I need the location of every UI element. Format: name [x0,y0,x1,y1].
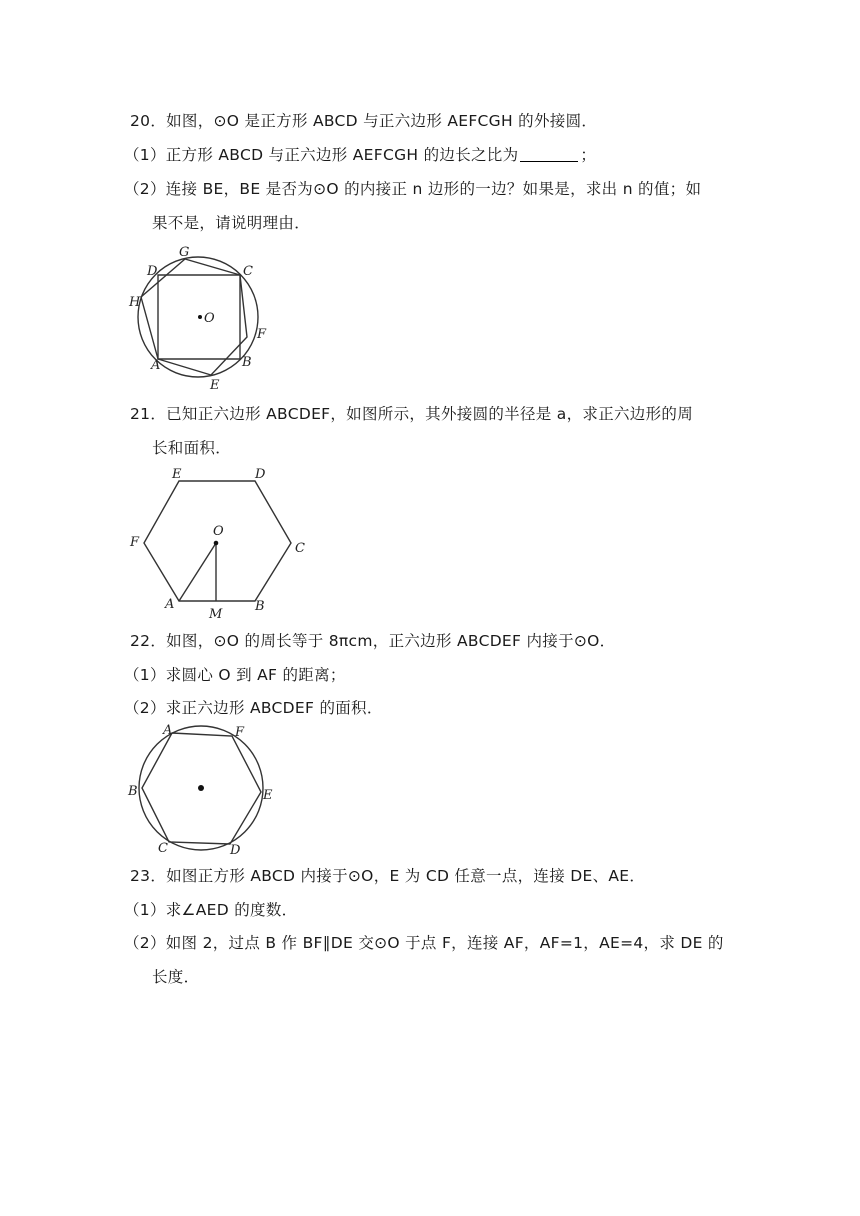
label-d: D [147,264,158,279]
q21-figure [125,462,315,620]
q20-part2-line2: 果不是，请说明理由． [152,214,311,232]
q21-line1: 21．已知正六边形 ABCDEF，如图所示，其外接圆的半径是 a，求正六边形的周 [130,405,694,423]
label-a: A [163,723,173,738]
q20-stem: 20．如图，⊙O 是正方形 ABCD 与正六边形 AEFCGH 的外接圆． [130,112,598,130]
label-b: B [255,599,265,614]
label-b: B [128,784,138,799]
segment-oa [179,543,216,601]
q20-part1 [124,144,596,166]
q22-part2: （2）求正六边形 ABCDEF 的面积． [124,699,383,717]
label-f: F [235,725,245,740]
label-e: E [263,788,273,803]
q23-part2-line1: （2）如图 2，过点 B 作 BF∥DE 交⊙O 于点 F，连接 AF，AF=1，AE=4，求 DE 的 [124,934,724,952]
hexagon-abcdef [144,481,291,601]
label-g: G [179,245,190,260]
q23-part2-line2: 长度． [152,968,200,986]
q20-part1-text: （1）正方形 ABCD 与正六边形 AEFCGH 的边长之比为 [124,146,519,164]
label-f: F [130,535,140,550]
q23-part1: （1）求∠AED 的度数． [124,901,298,919]
label-c: C [158,841,168,856]
q22-part1: （1）求圆心 O 到 AF 的距离； [124,666,346,684]
label-d: D [230,843,241,858]
q22-stem: 22．如图，⊙O 的周长等于 8πcm，正六边形 ABCDEF 内接于⊙O． [130,632,616,650]
label-m: M [209,607,223,622]
label-d: D [255,467,266,482]
label-a: A [165,597,175,612]
label-o: O [213,524,224,539]
q21-line2: 长和面积． [152,439,232,457]
label-a: A [151,358,161,373]
label-h: H [129,295,141,310]
center-point [214,541,219,546]
label-e: E [210,378,220,393]
label-b: B [242,355,252,370]
q20-figure [125,242,275,392]
label-f: F [257,327,267,342]
q23-stem: 23．如图正方形 ABCD 内接于⊙O，E 为 CD 任意一点，连接 DE、AE． [130,867,646,885]
label-c: C [295,541,305,556]
label-o: O [204,311,215,326]
center-point [198,315,202,319]
label-e: E [172,467,182,482]
center-point [198,785,204,791]
answer-blank [520,145,578,162]
q20-part2-line1: （2）连接 BE，BE 是否为⊙O 的内接正 n 边形的一边？如果是，求出 n 的值；如 [124,180,702,198]
label-c: C [243,264,253,279]
q20-part1-suffix: ； [580,146,597,164]
q22-figure [125,720,285,860]
